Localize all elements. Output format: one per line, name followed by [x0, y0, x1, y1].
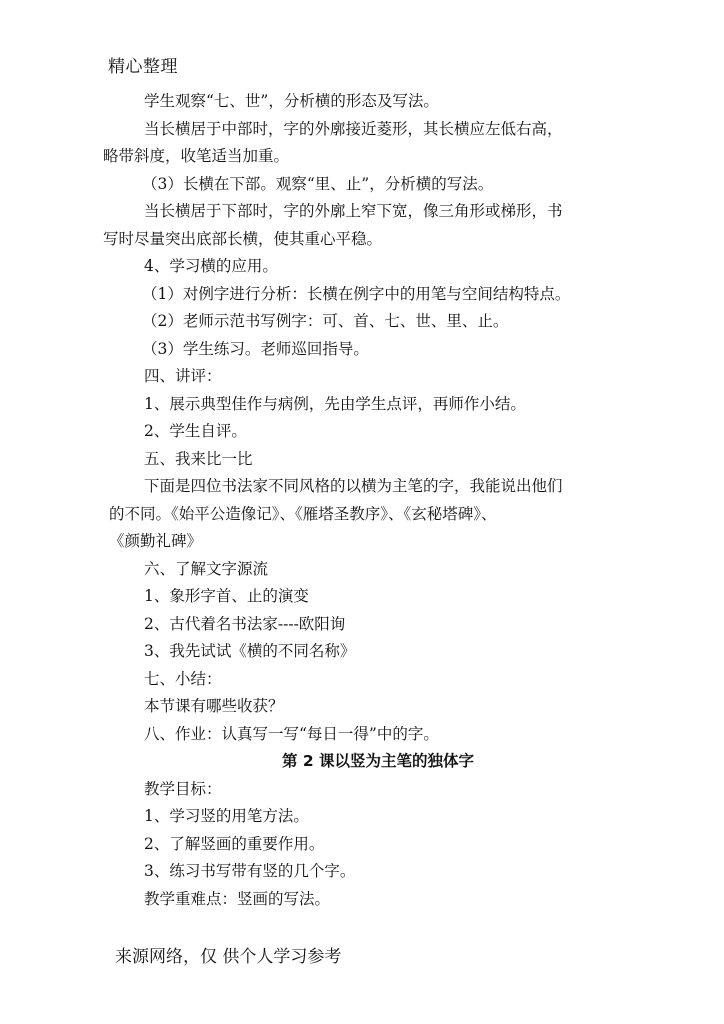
paragraph-line: （3）学生练习。老师巡回指导。 — [142, 339, 369, 358]
lesson-title: 第 2 课以竖为主笔的独体字 — [281, 752, 475, 770]
paragraph-line: （1）对例字进行分析：长横在例字中的用笔与空间结构特点。 — [142, 284, 571, 303]
paragraph-line: 2、学生自评。 — [144, 422, 247, 440]
paragraph-line: 当长横居于中部时，字的外廓接近菱形，其长横应左低右高， — [144, 119, 563, 138]
paragraph-line: 本节课有哪些收获？ — [144, 697, 284, 715]
paragraph-line: 写时尽量突出底部长横，使其重心平稳。 — [103, 229, 383, 248]
paragraph-line: 2、古代着名书法家----欧阳询 — [144, 614, 346, 633]
paragraph-line: 《颜勤礼碑》 — [109, 532, 203, 550]
paragraph-line: 当长横居于下部时，字的外廓上窄下宽，像三角形或梯形，书 — [144, 202, 563, 220]
paragraph-line: 教学重难点：竖画的写法。 — [144, 889, 331, 908]
paragraph-line: （2）老师示范书写例字：可、首、七、世、里、止。 — [142, 312, 509, 330]
paragraph-line: 3、我先试试《横的不同名称》 — [144, 642, 356, 660]
page-header: 精心整理 — [108, 57, 178, 77]
paragraph-line: 1、展示典型佳作与病例，先由学生点评，再师作小结。 — [144, 394, 526, 413]
paragraph-line: 学生观察“七、世”，分析横的形态及写法。 — [144, 92, 439, 110]
paragraph-line: 1、象形字首、止的演变 — [144, 587, 309, 605]
paragraph-line: （3）长横在下部。观察“里、止”，分析横的写法。 — [142, 174, 494, 193]
section-heading: 六、了解文字源流 — [144, 559, 269, 578]
document-body — [103, 88, 613, 913]
paragraph-line: 略带斜度，收笔适当加重。 — [103, 147, 290, 165]
paragraph-line: 3、练习书写带有竖的几个字。 — [144, 862, 356, 880]
paragraph-line: 4、学习横的应用。 — [144, 257, 278, 275]
paragraph-line: 1、学习竖的用笔方法。 — [144, 807, 309, 825]
section-heading: 八、作业：认真写一写“每日一得”中的字。 — [144, 724, 439, 743]
section-heading: 四、讲评： — [144, 367, 222, 385]
paragraph-line: 下面是四位书法家不同风格的以横为主笔的字，我能说出他们 — [144, 477, 563, 495]
section-heading: 七、小结： — [144, 669, 222, 688]
page-footer: 来源网络，仅 供个人学习参考 — [115, 947, 342, 967]
paragraph-line: 教学目标： — [144, 779, 222, 798]
paragraph-line: 2、了解竖画的重要作用。 — [144, 834, 325, 853]
section-heading: 五、我来比一比 — [144, 449, 253, 468]
paragraph-line: 的不同。《始平公造像记》、《雁塔圣教序》、《玄秘塔碑》、 — [109, 504, 497, 523]
